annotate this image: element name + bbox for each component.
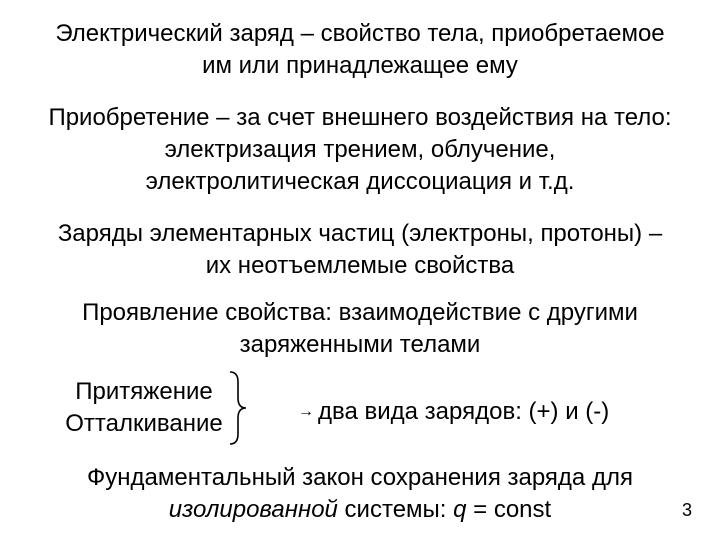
right-brace-icon <box>226 368 256 448</box>
conservation-line-1: Фундаментальный закон сохранения заряда для <box>87 464 633 491</box>
charge-symbol: q <box>453 496 467 523</box>
page-number: 3 <box>681 500 692 520</box>
interaction-types <box>54 376 234 440</box>
acquisition-line-1: Приобретение – за счет внешнего воздействия на тело: <box>48 104 672 131</box>
charge-types-text: два вида зарядов: (+) и (-) <box>318 398 610 425</box>
definition-line-2: им или принадлежащее ему <box>202 52 518 79</box>
conservation-line-2 <box>0 494 720 526</box>
conservation-paragraph <box>0 462 720 526</box>
definition-line-1: Электрический заряд – свойство тела, приобретаемое <box>55 20 665 47</box>
acquisition-paragraph <box>0 102 720 198</box>
right-arrow-icon: → <box>298 403 314 420</box>
isolated-emphasis: изолированной <box>168 496 338 523</box>
acquisition-line-3: электролитическая диссоциация и т.д. <box>145 168 575 195</box>
repulsion-label: Отталкивание <box>65 410 223 437</box>
particles-line-1: Заряды элементарных частиц (электроны, протоны) – <box>57 220 663 247</box>
manifestation-paragraph <box>0 297 720 361</box>
manifestation-line-1: Проявление свойства: взаимодействие с другими <box>82 299 638 326</box>
manifestation-line-2: заряженными телами <box>239 331 481 358</box>
particles-paragraph <box>0 218 720 282</box>
attraction-label: Притяжение <box>75 378 213 405</box>
charge-types-result <box>298 396 609 428</box>
particles-line-2: их неотъемлемые свойства <box>205 252 515 279</box>
system-text: системы: <box>337 496 454 523</box>
acquisition-line-2: электризация трением, облучение, <box>164 136 556 163</box>
equation-text: = const <box>466 496 552 523</box>
definition-paragraph <box>0 18 720 82</box>
